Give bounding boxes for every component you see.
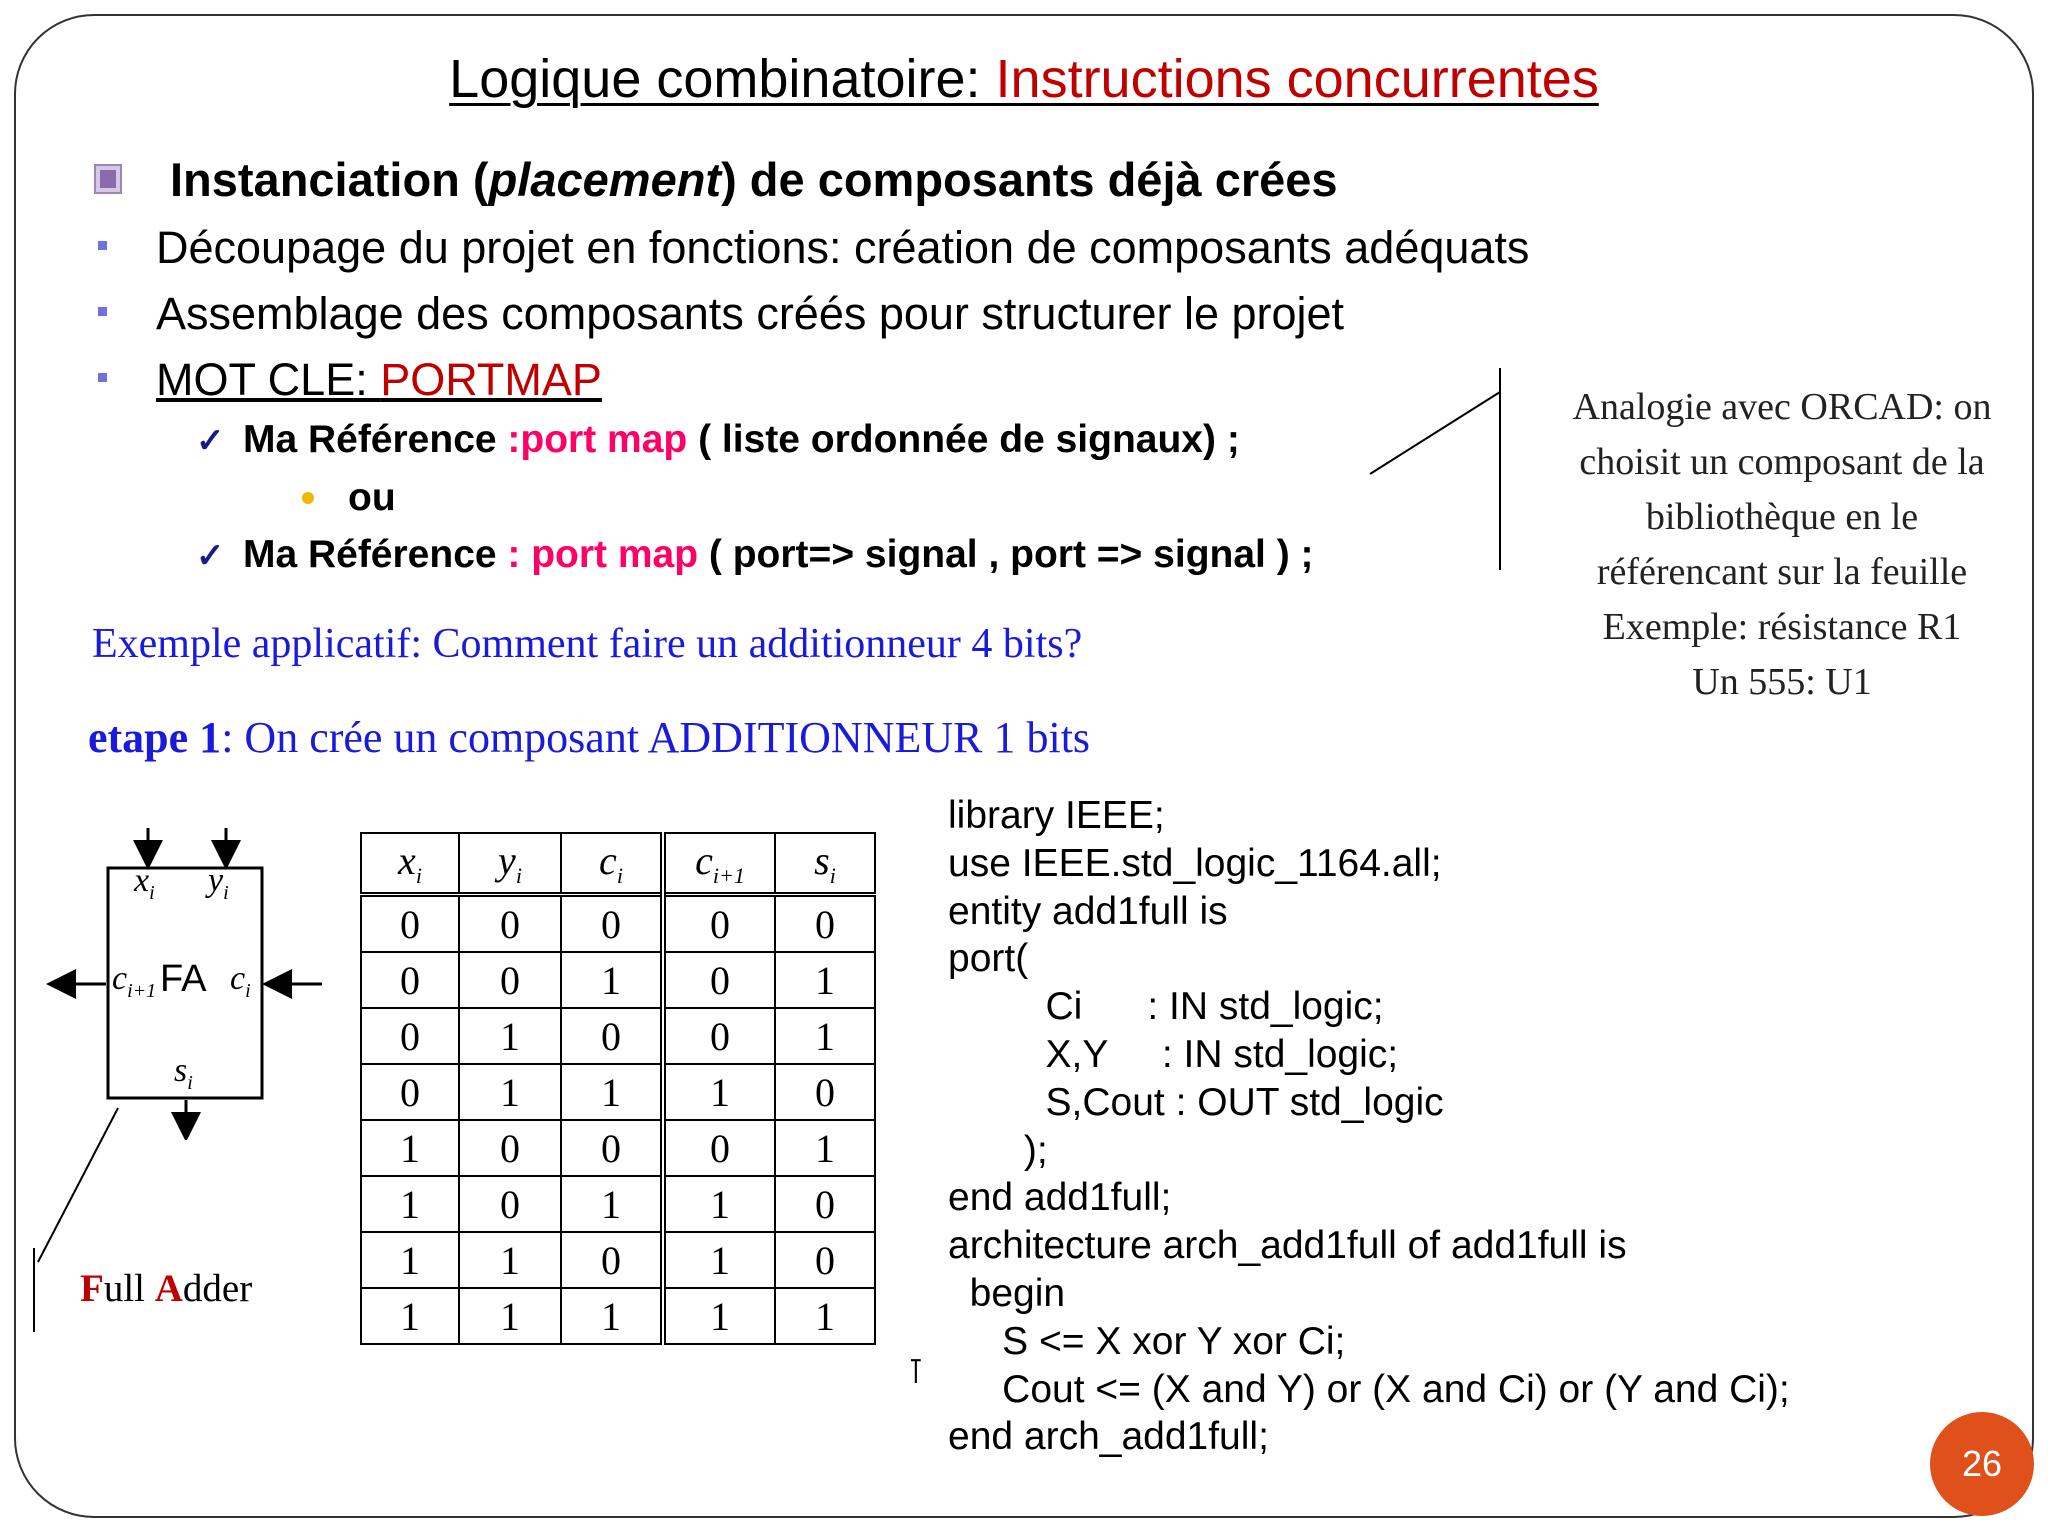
table-cell: 1 <box>663 1232 775 1288</box>
syntax2-keyword: : port map <box>507 533 699 576</box>
fa-y: y <box>208 862 224 899</box>
table-cell: 1 <box>663 1176 775 1232</box>
table-row <box>361 1120 875 1176</box>
table-cell: 1 <box>561 952 663 1008</box>
table-cell: 0 <box>663 895 775 953</box>
table-cell: 0 <box>361 952 459 1008</box>
fa-s: s <box>174 1052 188 1089</box>
col-header-y <box>459 833 561 895</box>
table-cell: 1 <box>361 1288 459 1344</box>
table-cell: 1 <box>459 1288 561 1344</box>
page-number-badge: 26 <box>1930 1412 2034 1516</box>
table-cell: 0 <box>663 1008 775 1064</box>
step-text: : On crée un composant ADDITIONNEUR 1 bits <box>221 713 1091 762</box>
table-row <box>361 1008 875 1064</box>
table-cell: 1 <box>561 1064 663 1120</box>
truth-table <box>360 832 876 1345</box>
header-s: s <box>814 838 830 883</box>
table-row <box>361 952 875 1008</box>
table-row <box>361 1232 875 1288</box>
code-line: use IEEE.std_logic_1164.all; <box>948 841 1442 885</box>
code-line: begin <box>948 1271 1066 1315</box>
heading-pre: Instanciation ( <box>170 153 489 206</box>
table-cell: 0 <box>775 895 875 953</box>
step-line <box>88 712 1090 763</box>
fa-cout: c <box>112 960 128 997</box>
heading-italic: placement <box>488 153 722 206</box>
or-word: ou <box>348 476 396 519</box>
table-cell: 0 <box>775 1176 875 1232</box>
note-line: Exemple: résistance R1 <box>1602 606 1962 648</box>
check-icon: ✓ <box>196 537 225 575</box>
code-line: entity add1full is <box>948 889 1228 933</box>
table-cell: 0 <box>361 1008 459 1064</box>
code-line: library IEEE; <box>948 794 1165 837</box>
table-cell: 0 <box>561 1120 663 1176</box>
note-line: choisit un composant de la <box>1579 441 1985 483</box>
fa-x-sub: i <box>149 881 155 904</box>
header-x: x <box>398 838 416 883</box>
table-cell: 1 <box>459 1064 561 1120</box>
stray-mark: ⊺ <box>907 1354 925 1391</box>
table-row <box>361 1176 875 1232</box>
col-header-s <box>775 833 875 895</box>
caption-ull: ull <box>103 1267 155 1310</box>
syntax1-keyword: :port map <box>507 418 688 461</box>
table-cell: 0 <box>561 1008 663 1064</box>
bullet-item: Assemblage des composants créés pour structurer le projet <box>156 288 1345 339</box>
code-line: X,Y : IN std_logic; <box>948 1032 1399 1076</box>
syntax1-args: ( liste ordonnée de signaux) ; <box>687 418 1240 461</box>
table-cell: 0 <box>561 895 663 953</box>
table-cell: 0 <box>361 1064 459 1120</box>
header-c: c <box>599 838 617 883</box>
fa-input-y <box>208 862 229 905</box>
code-line: ); <box>948 1128 1048 1172</box>
table-cell: 1 <box>361 1232 459 1288</box>
table-cell: 1 <box>561 1288 663 1344</box>
example-question: Exemple applicatif: Comment faire un additionneur 4 bits? <box>92 621 1083 667</box>
fa-cin: c <box>230 960 246 997</box>
fa-carry-out <box>112 960 156 1003</box>
table-cell: 1 <box>663 1064 775 1120</box>
fa-carry-in <box>230 960 251 1003</box>
fa-center-label: FA <box>160 958 207 1000</box>
header-c-sub: i <box>616 863 623 888</box>
note-line: Analogie avec ORCAD: on <box>1572 386 1992 428</box>
col-header-x <box>361 833 459 895</box>
code-line: architecture arch_add1full of add1full is <box>948 1224 1627 1268</box>
fa-s-sub: i <box>187 1071 193 1094</box>
table-cell: 0 <box>775 1064 875 1120</box>
code-line: S <= X xor Y xor Ci; <box>948 1319 1346 1363</box>
keyword-label: MOT CLE: <box>156 354 381 405</box>
note-line: référencant sur la feuille <box>1596 551 1968 593</box>
check-icon: ✓ <box>196 422 225 460</box>
fa-sum <box>174 1052 193 1095</box>
table-cell: 1 <box>459 1008 561 1064</box>
note-line: Un 555: U1 <box>1692 661 1872 703</box>
table-cell: 1 <box>361 1120 459 1176</box>
table-cell: 0 <box>361 895 459 953</box>
table-cell: 1 <box>775 1288 875 1344</box>
title-part1: Logique combinatoire: <box>449 49 996 109</box>
table-cell: 1 <box>361 1176 459 1232</box>
syntax2-ref: Ma Référence <box>242 533 508 576</box>
caption-a: A <box>154 1267 183 1310</box>
header-y-sub: i <box>515 863 522 888</box>
vhdl-code-block <box>948 792 1790 1461</box>
table-cell: 0 <box>459 895 561 953</box>
title-part2: Instructions concurrentes <box>995 49 1599 109</box>
truth-table-header <box>361 833 875 895</box>
table-cell: 0 <box>459 1120 561 1176</box>
header-s-sub: i <box>829 863 836 888</box>
caption-dder: dder <box>182 1267 253 1310</box>
heading-post: ) de composants déjà crées <box>721 153 1338 206</box>
code-line: port( <box>948 937 1029 981</box>
step-label: etape 1 <box>88 713 222 762</box>
table-cell: 0 <box>459 1176 561 1232</box>
col-header-c <box>561 833 663 895</box>
header-cnext: c <box>695 838 713 883</box>
col-header-cnext <box>663 833 775 895</box>
table-cell: 1 <box>561 1176 663 1232</box>
table-row <box>361 895 875 953</box>
code-line: S,Cout : OUT std_logic <box>948 1080 1444 1124</box>
fa-x: x <box>134 862 150 899</box>
fa-input-x <box>134 862 155 905</box>
table-cell: 1 <box>459 1232 561 1288</box>
note-line: bibliothèque en le <box>1645 496 1919 538</box>
syntax1-ref: Ma Référence <box>242 418 508 461</box>
table-cell: 0 <box>775 1232 875 1288</box>
table-row <box>361 1288 875 1344</box>
keyword-value: PORTMAP <box>380 354 602 405</box>
table-cell: 1 <box>775 952 875 1008</box>
table-cell: 0 <box>459 952 561 1008</box>
table-cell: 0 <box>561 1232 663 1288</box>
fa-y-sub: i <box>223 881 229 904</box>
orcad-note <box>1512 380 2048 710</box>
code-line: Cout <= (X and Y) or (X and Ci) or (Y and Ci); <box>948 1367 1790 1411</box>
bullet-item: Découpage du projet en fonctions: création de composants adéquats <box>156 222 1530 273</box>
code-line: Ci : IN std_logic; <box>948 985 1384 1029</box>
code-line: end arch_add1full; <box>948 1415 1269 1459</box>
header-cnext-sub: i+1 <box>712 863 745 888</box>
table-cell: 1 <box>663 1288 775 1344</box>
table-cell: 0 <box>663 1120 775 1176</box>
code-line: end add1full; <box>948 1176 1172 1220</box>
table-cell: 1 <box>775 1120 875 1176</box>
header-y: y <box>498 838 516 883</box>
fa-cout-sub: i+1 <box>127 979 157 1002</box>
syntax2-args: ( port=> signal , port => signal ) ; <box>698 533 1314 576</box>
table-cell: 0 <box>663 952 775 1008</box>
header-x-sub: i <box>415 863 422 888</box>
fa-cin-sub: i <box>245 979 251 1002</box>
full-adder-caption <box>80 1266 252 1311</box>
table-cell: 1 <box>775 1008 875 1064</box>
table-row <box>361 1064 875 1120</box>
caption-f: F <box>80 1267 104 1310</box>
